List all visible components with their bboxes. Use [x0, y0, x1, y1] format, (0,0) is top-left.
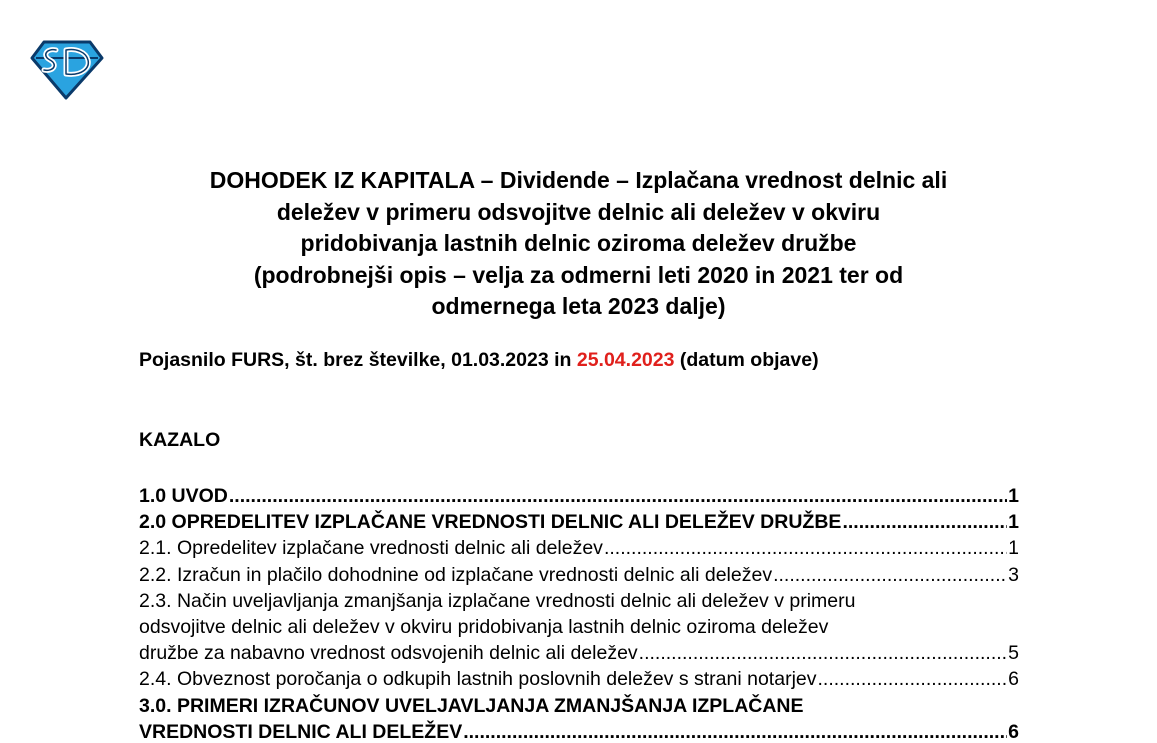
toc-entry-text: družbe za nabavno vrednost odsvojenih delnic ali deležev [139, 642, 638, 665]
toc-entry-text: 3.0. PRIMERI IZRAČUNOV UVELJAVLJANJA ZMANJŠANJA IZPLAČANE [139, 694, 804, 717]
toc-line [139, 535, 1019, 561]
toc-dot-leader [229, 483, 1007, 509]
toc-line [139, 509, 1019, 535]
toc-dot-leader [773, 562, 1007, 588]
toc-page-number: 1 [1008, 485, 1019, 507]
toc-dot-leader [639, 640, 1007, 666]
toc-entry[interactable] [139, 588, 1019, 667]
title-line: DOHODEK IZ KAPITALA – Dividende – Izplačana vrednost delnic ali [209, 167, 948, 193]
toc-entry-text: 2.3. Način uveljavljanja zmanjšanja izplačane vrednosti delnic ali deležev v primeru [139, 589, 856, 612]
toc-dot-leader [463, 719, 1007, 743]
toc-entry[interactable] [139, 509, 1019, 535]
toc-line [139, 719, 1019, 743]
sd-logo [30, 40, 104, 100]
toc-entry-text: 2.1. Opredelitev izplačane vrednosti delnic ali deležev [139, 537, 603, 560]
toc-entry[interactable] [139, 535, 1019, 561]
subtitle-prefix: Pojasnilo FURS, št. brez številke, 01.03.2023 in [139, 349, 577, 371]
table-of-contents [139, 483, 1019, 743]
toc-page-number: 6 [1008, 720, 1019, 743]
toc-entry-text: odsvojitve delnic ali deležev v okviru pridobivanja lastnih delnic oziroma deležev [139, 615, 829, 638]
toc-heading: KAZALO [139, 429, 221, 451]
toc-entry-text: 1.0 UVOD [139, 485, 228, 507]
toc-line [139, 640, 1019, 666]
toc-line [139, 614, 1019, 640]
toc-entry[interactable] [139, 666, 1019, 692]
title-line: pridobivanja lastnih delnic oziroma deležev družbe [300, 230, 857, 256]
toc-entry[interactable] [139, 483, 1019, 509]
toc-entry-text: 2.0 OPREDELITEV IZPLAČANE VREDNOSTI DELNIC ALI DELEŽEV DRUŽBE [139, 511, 842, 534]
toc-line [139, 483, 1019, 509]
toc-entry-text: VREDNOSTI DELNIC ALI DELEŽEV [139, 720, 463, 743]
toc-dot-leader [604, 535, 1007, 561]
toc-dot-leader [842, 509, 1007, 535]
toc-page-number: 1 [1008, 537, 1019, 560]
toc-entry-text: 2.4. Obveznost poročanja o odkupih lastnih poslovnih deležev s strani notarjev [139, 668, 817, 691]
sd-logo-icon [30, 40, 104, 100]
subtitle-date-highlight: 25.04.2023 [576, 349, 675, 371]
toc-page-number: 3 [1008, 563, 1019, 586]
toc-entry[interactable] [139, 562, 1019, 588]
toc-line [139, 588, 1019, 614]
toc-entry[interactable] [139, 693, 1019, 743]
document-subtitle [139, 349, 819, 372]
toc-dot-leader [818, 666, 1008, 692]
toc-line [139, 693, 1019, 719]
title-line: deležev v primeru odsvojitve delnic ali deležev v okviru [276, 198, 881, 225]
title-line: (podrobnejši opis – velja za odmerni leti 2020 in 2021 ter od [253, 261, 904, 288]
subtitle-suffix: (datum objave) [674, 349, 819, 371]
toc-line [139, 562, 1019, 588]
toc-line [139, 666, 1019, 692]
toc-page-number: 5 [1008, 642, 1019, 665]
title-line: odmernega leta 2023 dalje) [431, 293, 726, 319]
toc-page-number: 6 [1008, 668, 1019, 691]
toc-page-number: 1 [1008, 511, 1019, 534]
toc-entry-text: 2.2. Izračun in plačilo dohodnine od izplačane vrednosti delnic ali deležev [139, 563, 773, 586]
document-title [60, 165, 1097, 323]
